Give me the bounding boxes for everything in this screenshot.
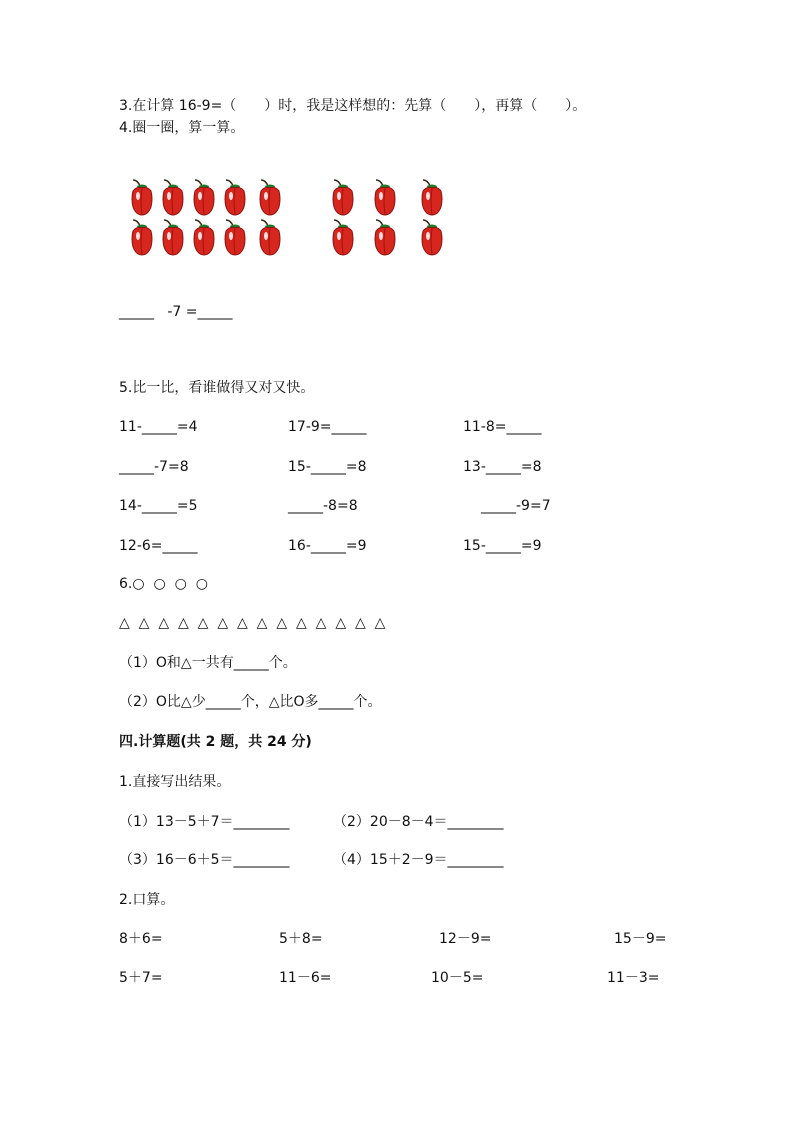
red-pepper-icon <box>257 179 283 217</box>
red-pepper-icon <box>129 219 155 257</box>
question-4-answer-line: _____ -7 =_____ <box>119 304 233 320</box>
red-pepper-icon <box>419 219 445 257</box>
q5-item: _____-8=8 <box>288 498 358 514</box>
red-pepper-icon <box>257 219 283 257</box>
red-pepper-icon <box>372 219 398 257</box>
q5-item: 16-_____=9 <box>288 538 367 554</box>
q5-item: 15-_____=9 <box>463 538 542 554</box>
calc-q2-title: 2.口算。 <box>119 892 175 908</box>
q5-item: 11-_____=4 <box>119 419 198 435</box>
calc-q1-title: 1.直接写出结果。 <box>119 774 231 790</box>
q5-item: _____-9=7 <box>481 498 551 514</box>
calc-item: （2）20－8－4＝________ <box>333 814 504 830</box>
question-6-sub2: （2）O比△少_____个，△比O多_____个。 <box>119 694 382 710</box>
q5-item: 13-_____=8 <box>463 459 542 475</box>
red-pepper-icon <box>191 179 217 217</box>
red-pepper-icon <box>160 219 186 257</box>
red-pepper-icon <box>330 179 356 217</box>
q5-item: 12-6=_____ <box>119 538 198 554</box>
q5-item: 15-_____=8 <box>288 459 367 475</box>
mental-math-item: 11－3= <box>607 970 660 986</box>
red-pepper-icon <box>330 219 356 257</box>
red-pepper-icon <box>222 179 248 217</box>
red-pepper-icon <box>372 179 398 217</box>
q5-item: _____-7=8 <box>119 459 189 475</box>
red-pepper-icon <box>419 179 445 217</box>
question-4-title: 4.圈一圈，算一算。 <box>119 120 245 136</box>
calc-item: （1）13－5＋7＝________ <box>119 814 290 830</box>
red-pepper-icon <box>129 179 155 217</box>
mental-math-item: 5＋8= <box>279 931 323 947</box>
question-6-sub1: （1）O和△一共有_____个。 <box>119 655 297 671</box>
calc-item: （3）16－6＋5＝________ <box>119 852 290 868</box>
q5-item: 17-9=_____ <box>288 419 367 435</box>
question-6-circles: 6.○ ○ ○ ○ <box>119 576 208 592</box>
red-pepper-icon <box>191 219 217 257</box>
question-6-triangles: △ △ △ △ △ △ △ △ △ △ △ △ △ △ <box>119 615 386 631</box>
section-4-heading: 四.计算题(共 2 题，共 24 分) <box>119 734 312 750</box>
red-pepper-icon <box>160 179 186 217</box>
red-pepper-icon <box>222 219 248 257</box>
q5-item: 14-_____=5 <box>119 498 198 514</box>
mental-math-item: 12－9= <box>439 931 492 947</box>
mental-math-item: 15－9= <box>614 931 667 947</box>
mental-math-item: 11－6= <box>279 970 332 986</box>
q5-item: 11-8=_____ <box>463 419 542 435</box>
calc-item: （4）15＋2－9＝________ <box>333 852 504 868</box>
mental-math-item: 10－5= <box>431 970 484 986</box>
question-5-title: 5.比一比，看谁做得又对又快。 <box>119 380 315 396</box>
mental-math-item: 5＋7= <box>119 970 163 986</box>
mental-math-item: 8＋6= <box>119 931 163 947</box>
question-3: 3.在计算 16-9=（ ）时，我是这样想的：先算（ ），再算（ ）。 <box>119 98 587 114</box>
